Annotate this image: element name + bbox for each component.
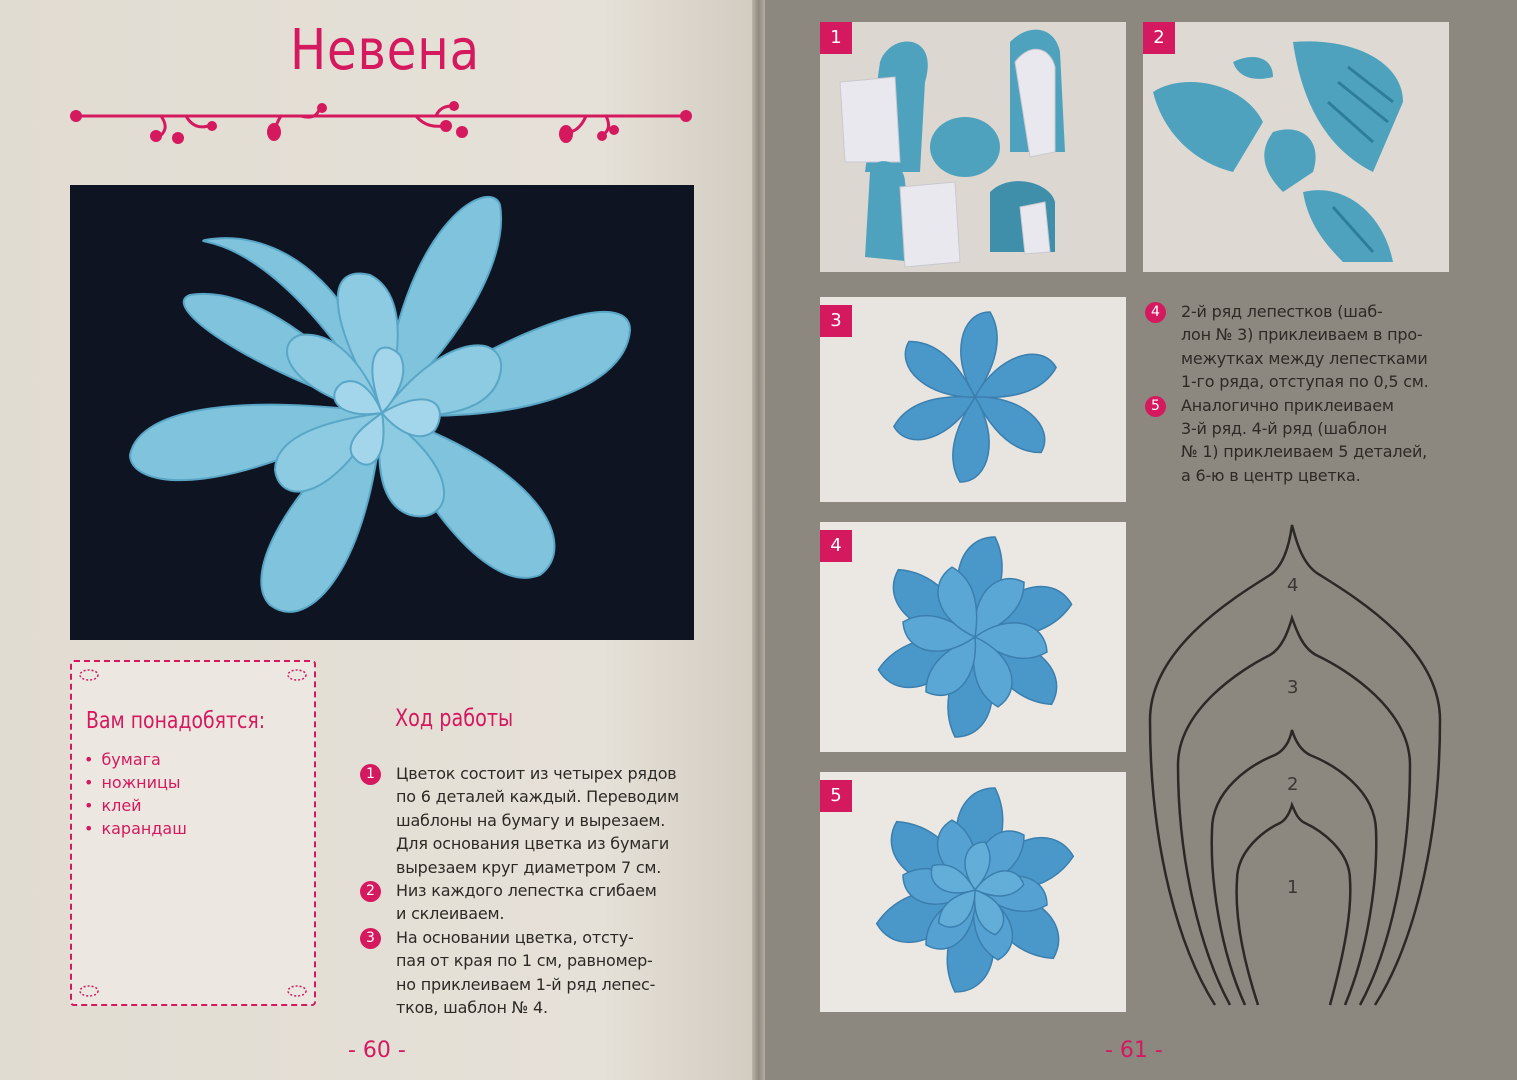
finished-flower-photo — [70, 185, 694, 640]
step-text-line: Низ каждого лепестка сгибаем — [396, 881, 657, 901]
step-number-badge: 4 — [1145, 302, 1166, 323]
step-text-line: Для основания цветка из бумаги — [396, 834, 670, 854]
corner-leaf-icon — [286, 668, 308, 682]
step-badge: 2 — [1143, 22, 1175, 54]
step-number-badge: 1 — [360, 764, 381, 785]
book-gutter — [752, 0, 765, 1080]
step-text-line: лон № 3) приклеиваем в про- — [1181, 325, 1423, 345]
step-text-line: 2-й ряд лепестков (шаб- — [1181, 302, 1383, 321]
step-text-line: вырезаем круг диаметром 7 см. — [396, 857, 662, 877]
step-text-line: № 1) приклеиваем 5 деталей, — [1181, 442, 1428, 462]
petal-templates-illustration — [820, 22, 1126, 272]
step-photo-4 — [820, 522, 1126, 752]
step-text-line: тков, шаблон № 4. — [396, 998, 548, 1018]
step-photo-3 — [820, 297, 1126, 502]
second-row-illustration — [820, 522, 1126, 752]
work-title: Ход работы — [395, 704, 514, 732]
step-number-badge: 3 — [360, 928, 381, 949]
materials-title: Вам понадобятся: — [86, 708, 266, 734]
step-1 — [360, 762, 720, 879]
step-photo-1 — [820, 22, 1126, 272]
left-page — [0, 0, 752, 1080]
decorative-vine-icon — [66, 98, 696, 150]
step-text-line: а 6-ю в центр цветка. — [1181, 465, 1361, 485]
corner-leaf-icon — [78, 984, 100, 998]
template-label: 4 — [1287, 575, 1299, 596]
step-text-line: по 6 деталей каждый. Переводим — [396, 787, 679, 807]
instructions-left — [360, 762, 720, 1019]
step-photo-2 — [1143, 22, 1449, 272]
step-text-line: но приклеиваем 1-й ряд лепес- — [396, 974, 656, 994]
template-label: 3 — [1287, 677, 1299, 698]
step-text-line: и склеиваем. — [396, 904, 505, 924]
step-number-badge: 2 — [360, 881, 381, 902]
page-number: - 61 - — [1105, 1038, 1163, 1063]
corner-leaf-icon — [286, 984, 308, 998]
list-item: • карандаш — [84, 817, 187, 840]
page-number: - 60 - — [348, 1038, 406, 1063]
corner-leaf-icon — [78, 668, 100, 682]
materials-list — [84, 748, 187, 840]
step-badge: 4 — [820, 530, 852, 562]
list-item: • клей — [84, 794, 187, 817]
folded-petals-illustration — [1143, 22, 1449, 272]
instructions-right — [1145, 300, 1455, 487]
list-item: • бумага — [84, 748, 187, 771]
materials-box — [70, 660, 316, 1006]
step-5 — [1145, 394, 1455, 488]
step-number-badge: 5 — [1145, 396, 1166, 417]
template-label: 2 — [1287, 774, 1299, 795]
step-photo-5 — [820, 772, 1126, 1012]
step-text-line: шаблоны на бумагу и вырезаем. — [396, 810, 666, 830]
step-badge: 1 — [820, 22, 852, 54]
finished-step-illustration — [820, 772, 1126, 1012]
step-3 — [360, 926, 720, 1020]
list-item: • ножницы — [84, 771, 187, 794]
step-text-line: межутках между лепестками — [1181, 348, 1428, 368]
step-text-line: пая от края по 1 см, равномер- — [396, 951, 653, 971]
step-2 — [360, 879, 720, 926]
step-4 — [1145, 300, 1455, 394]
flower-illustration — [70, 185, 694, 640]
page-title: Невена — [289, 18, 481, 83]
step-text-line: Цветок состоит из четырех рядов — [396, 764, 677, 783]
step-text-line: 3-й ряд. 4-й ряд (шаблон — [1181, 419, 1388, 439]
step-text-line: На основании цветка, отсту- — [396, 927, 634, 947]
step-badge: 5 — [820, 780, 852, 812]
template-label: 1 — [1287, 877, 1299, 898]
step-badge: 3 — [820, 305, 852, 337]
step-text-line: 1-го ряда, отступая по 0,5 см. — [1181, 372, 1429, 392]
first-row-illustration — [820, 297, 1126, 502]
step-text-line: Аналогично приклеиваем — [1181, 395, 1394, 415]
